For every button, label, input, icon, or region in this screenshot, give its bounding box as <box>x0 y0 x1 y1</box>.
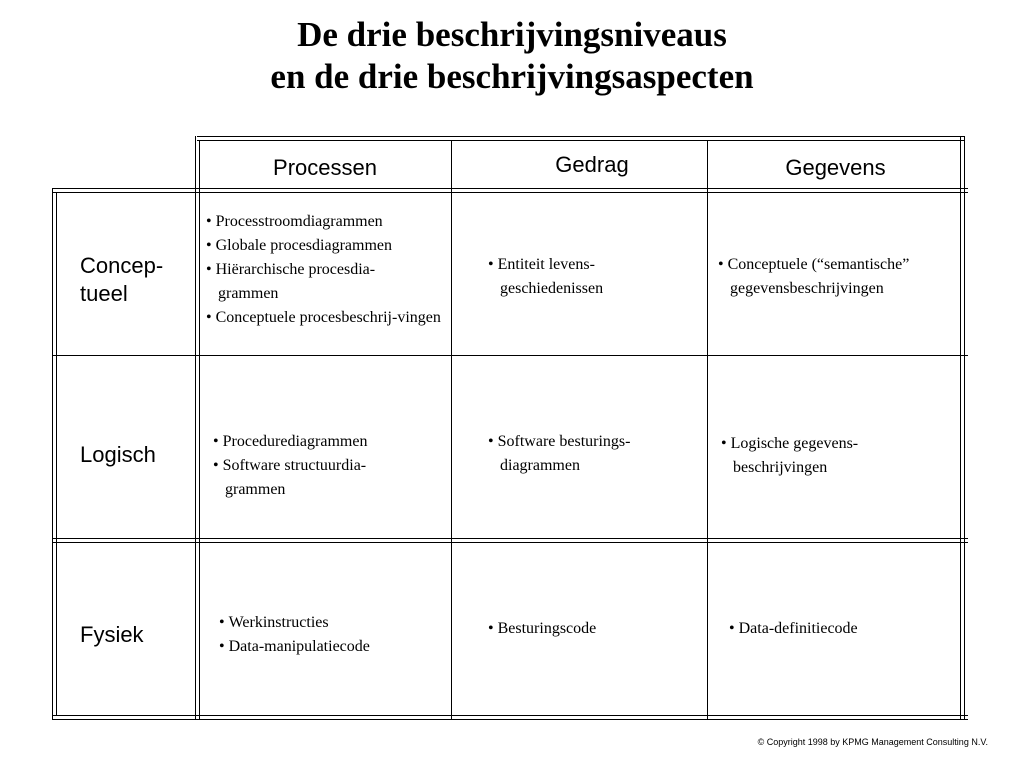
cell-fysiek-gedrag <box>488 617 688 641</box>
cell-logisch-gegevens <box>721 432 896 480</box>
cell-fysiek-gegevens <box>729 617 929 641</box>
list-item: • Software besturings-diagrammen <box>488 430 678 478</box>
row-header-logisch-line-1: Logisch <box>80 442 156 467</box>
page-title <box>0 14 1024 98</box>
cell-fysiek-processen <box>219 611 439 659</box>
list-item: • Data-definitiecode <box>729 617 929 641</box>
row-header-logisch <box>80 441 156 469</box>
list-item: • Hiërarchische procesdia-grammen <box>206 258 434 306</box>
cell-conceptueel-gegevens <box>718 253 958 301</box>
row-header-fysiek <box>80 621 144 649</box>
column-header-gedrag: Gedrag <box>555 152 629 177</box>
row-header-conceptueel <box>80 252 163 308</box>
title-line-1: De drie beschrijvingsniveaus <box>297 15 727 54</box>
list-item: • Werkinstructies <box>219 611 439 635</box>
cell-logisch-processen <box>213 430 418 502</box>
list-item: • Entiteit levens-geschiedenissen <box>488 253 628 301</box>
row-header-conceptueel-line-1: Concep- <box>80 253 164 278</box>
list-item: • Conceptuele procesbeschrij-vingen <box>206 306 454 330</box>
copyright-notice: © Copyright 1998 by KPMG Management Consulting N.V. <box>757 737 988 747</box>
column-header-processen: Processen <box>273 155 377 180</box>
cell-conceptueel-gedrag <box>488 253 628 301</box>
list-item: • Processtroomdiagrammen <box>206 210 449 234</box>
list-item: • Globale procesdiagrammen <box>206 234 449 258</box>
list-item: • Besturingscode <box>488 617 688 641</box>
row-header-conceptueel-line-2: tueel <box>80 281 128 306</box>
row-header-fysiek-line-1: Fysiek <box>80 622 144 647</box>
list-item: • Logische gegevens-beschrijvingen <box>721 432 896 480</box>
cell-logisch-gedrag <box>488 430 678 478</box>
title-line-2: en de drie beschrijvingsaspecten <box>270 57 754 96</box>
list-item: • Software structuurdia-grammen <box>213 454 411 502</box>
cell-conceptueel-processen <box>206 210 449 330</box>
list-item: • Procedurediagrammen <box>213 430 418 454</box>
column-header-gegevens: Gegevens <box>785 155 886 180</box>
list-item: • Conceptuele (“semantische” gegevensbeschrijvingen <box>718 253 958 301</box>
list-item: • Data-manipulatiecode <box>219 635 439 659</box>
